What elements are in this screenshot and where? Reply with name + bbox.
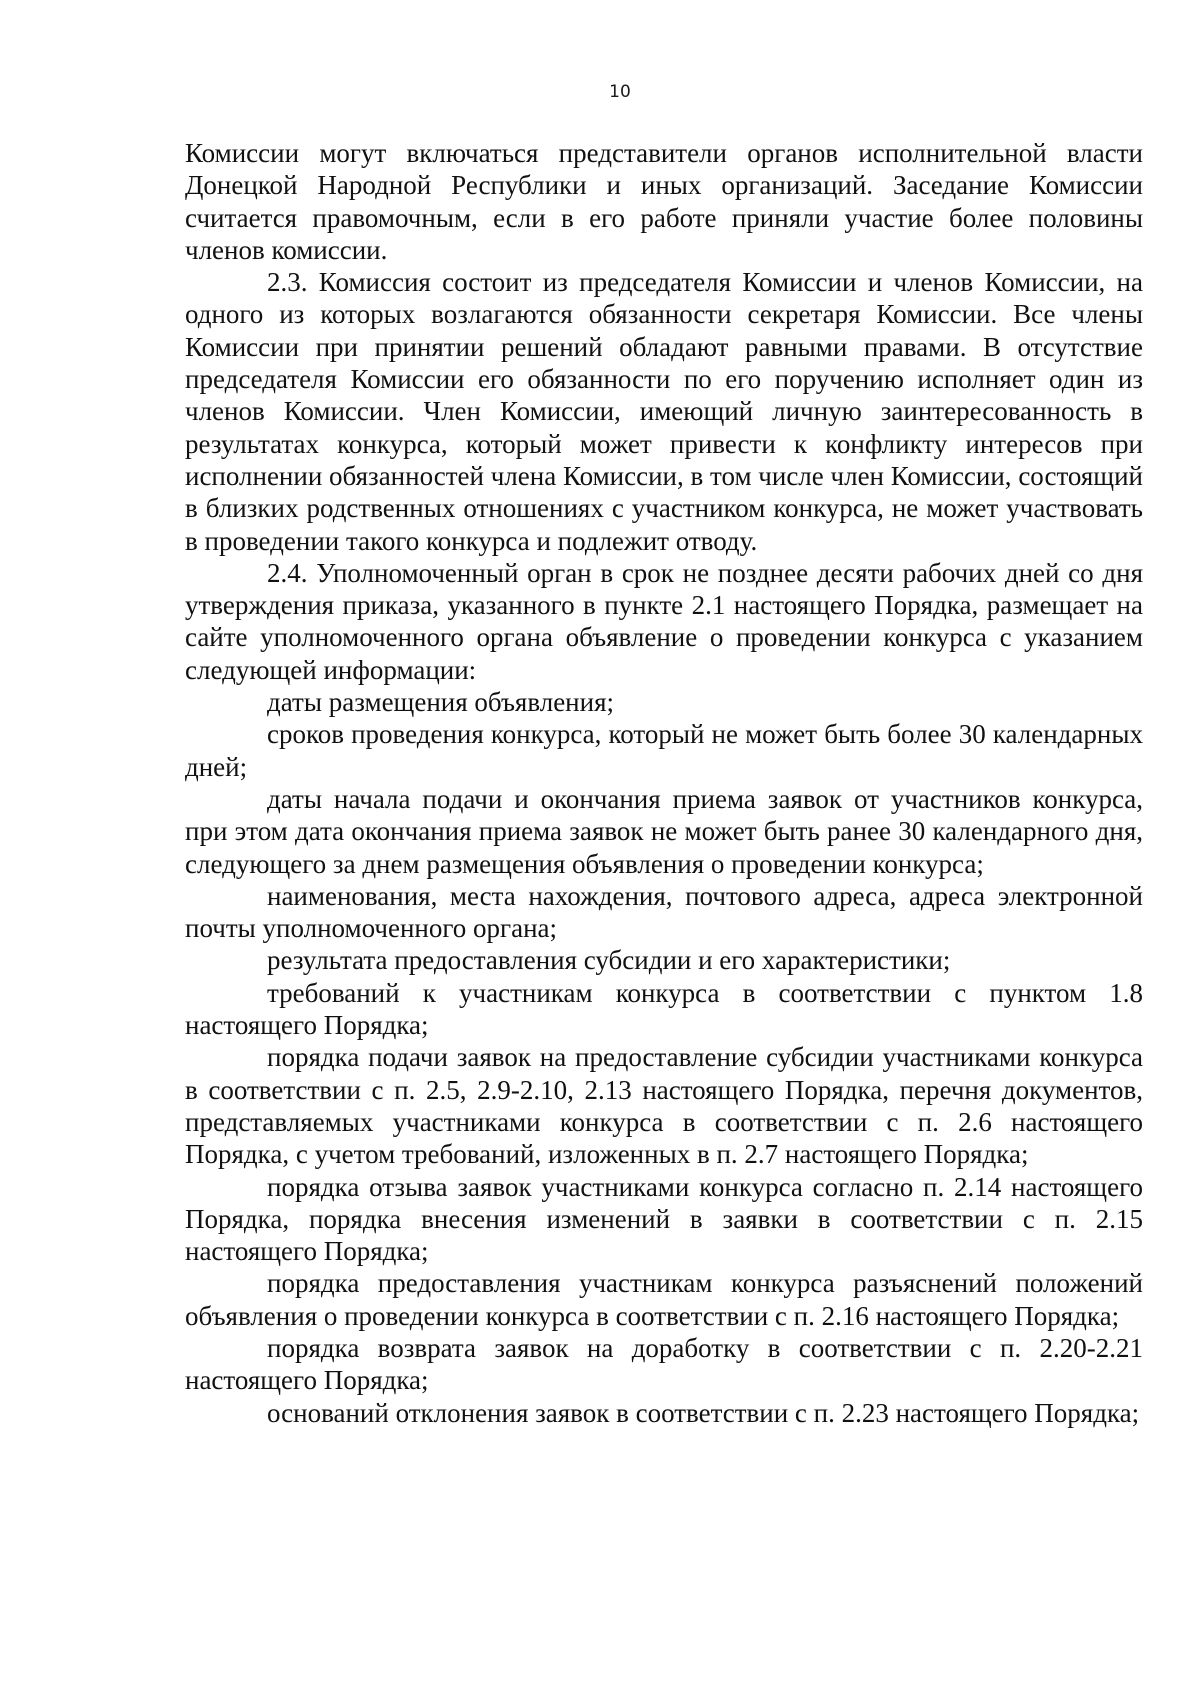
list-item-application-procedure: порядка подачи заявок на предоставление субсидии участниками конкурса в соответствии с п. 2.5, 2.9-2.10, 2.13 настоящего Порядка, перечня документов, представляемых участниками конкурса в соответствии с п. 2.6 настоящего Порядка, с учетом требований, изложенных в п. 2.7 настоящего Порядка;	[185, 1042, 1143, 1170]
list-item-contest-terms: сроков проведения конкурса, который не может быть более 30 календарных дней;	[185, 719, 1143, 782]
paragraph-2-4: 2.4. Уполномоченный орган в срок не позднее десяти рабочих дней со дня утверждения приказа, указанного в пункте 2.1 настоящего Порядка, размещает на сайте уполномоченного органа объявление о проведении конкурса с указанием следующей информации:	[185, 557, 1143, 685]
list-item-participant-requirements: требований к участникам конкурса в соответствии с пунктом 1.8 настоящего Порядка;	[185, 977, 1143, 1041]
page-number: 10	[609, 82, 631, 102]
document-body	[185, 137, 1143, 1429]
list-item-application-dates: даты начала подачи и окончания приема заявок от участников конкурса, при этом дата окончания приема заявок не может быть ранее 30 календарного дня, следующего за днем размещения объявления о проведении конкурса;	[185, 783, 1143, 879]
list-item-application-return: порядка возврата заявок на доработку в соответствии с п. 2.20-2.21 настоящего Порядка;	[185, 1332, 1143, 1396]
paragraph-2-3: 2.3. Комиссия состоит из председателя Комиссии и членов Комиссии, на одного из которых возлагаются обязанности секретаря Комиссии. Все члены Комиссии при принятии решений обладают равными правами. В отсутствие председателя Комиссии его обязанности по его поручению исполняет один из членов Комиссии. Член Комиссии, имеющий личную заинтересованность в результатах конкурса, который может привести к конфликту интересов при исполнении обязанностей члена Комиссии, в том числе член Комиссии, состоящий в близких родственных отношениях с участником конкурса, не может участвовать в проведении такого конкурса и подлежит отводу.	[185, 267, 1143, 556]
list-item-announcement-date: даты размещения объявления;	[267, 687, 615, 718]
list-item-subsidy-result: результата предоставления субсидии и его характеристики;	[267, 945, 951, 976]
list-item-rejection-grounds: оснований отклонения заявок в соответствии с п. 2.23 настоящего Порядка;	[267, 1397, 1140, 1428]
list-item-application-withdrawal: порядка отзыва заявок участниками конкурса согласно п. 2.14 настоящего Порядка, порядка внесения изменений в заявки в соответствии с п. 2.15 настоящего Порядка;	[185, 1171, 1143, 1267]
list-item-authority-contacts: наименования, места нахождения, почтового адреса, адреса электронной почты уполномоченного органа;	[185, 880, 1143, 944]
list-item-clarifications: порядка предоставления участникам конкурса разъяснений положений объявления о проведении конкурса в соответствии с п. 2.16 настоящего Порядка;	[185, 1268, 1143, 1331]
paragraph-1: Комиссии могут включаться представители органов исполнительной власти Донецкой Народной Республики и иных организаций. Заседание Комиссии считается правомочным, если в его работе приняли участие более половины членов комиссии.	[185, 138, 1143, 265]
